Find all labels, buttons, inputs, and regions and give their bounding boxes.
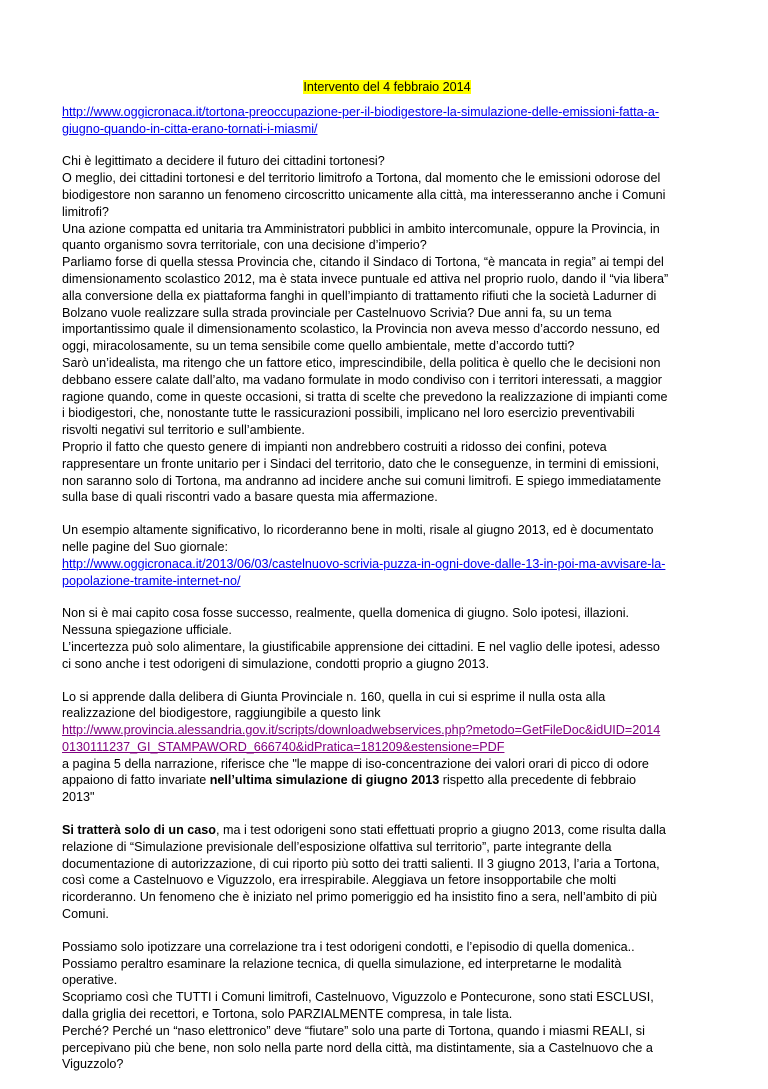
text-line: Comuni.	[62, 907, 109, 922]
text-line: a pagina 5 della narrazione, riferisce che "le mappe di iso-concentrazione dei valori orari di picco di odore	[62, 756, 649, 771]
document-page	[62, 79, 712, 1089]
highlighted-title: Intervento del 4 febbraio 2014	[303, 80, 471, 94]
text-line: Nessuna spiegazione ufficiale.	[62, 623, 232, 638]
text-line: oggi, miracolosamente, su un tema sensibile come quello ambientale, mette d’accordo tutti?	[62, 339, 575, 354]
text-line: non saranno solo di Tortona, ma andranno ad incidere anche sui comuni limitrofi. E spiego immediatamente	[62, 473, 662, 488]
text-line: risvolti negativi sul territorio e sull’ambiente.	[62, 423, 305, 438]
text-line: Non si è mai capito cosa fosse successo, realmente, quella domenica di giugno. Solo ipotesi, illazioni.	[62, 606, 630, 621]
text-line: Lo si apprende dalla delibera di Giunta Provinciale n. 160, quella in cui si esprime il nulla osta alla	[62, 689, 606, 704]
provincia-link-line-1[interactable]: http://www.provincia.alessandria.gov.it/scripts/downloadwebservices.php?metodo=GetFileDoc&idUID=2014	[62, 723, 661, 738]
text-line: Un esempio altamente significativo, lo ricorderanno bene in molti, risale al giugno 2013, ed è documentato	[62, 523, 654, 538]
paragraph-coincidence	[62, 822, 712, 923]
text-line: Chi è legittimato a decidere il futuro dei cittadini tortonesi?	[62, 154, 385, 169]
text-line: biodigestore non saranno un fenomeno circoscritto unicamente alla città, ma interesseranno anche i Comuni	[62, 187, 666, 202]
text-line: sulla base di quali riscontri vado a basare questa mia affermazione.	[62, 490, 438, 505]
text-line: 2013"	[62, 790, 95, 805]
text-line: Parliamo forse di quella stessa Provincia che, citando il Sindaco di Tortona, “è mancata in regia” ai tempi del	[62, 255, 664, 270]
paragraph-delibera	[62, 689, 712, 807]
bold-segment: nell’ultima simulazione di giugno 2013	[209, 773, 440, 788]
text-line: Proprio il fatto che questo genere di impianti non andrebbero costruiti a ridosso dei confini, poteva	[62, 439, 607, 454]
text-line: alla conversione della ex piattaforma fanghi in quell’impianto di trattamento rifiuti che la società Ladurner di	[62, 288, 657, 303]
source-link-paragraph	[62, 104, 712, 138]
text-line: Bolzano vuole realizzare sulla strada provinciale per Castelnuovo Scrivia? Due anni fa, su un tema	[62, 305, 612, 320]
article-link-line-2[interactable]: giugno-quando-in-citta-erano-tornati-i-miasmi/	[62, 121, 318, 136]
text-line: Viguzzolo?	[62, 1057, 124, 1072]
text-line: debbano essere calate dall’alto, ma vadano formulate in modo condiviso con i territori interessati, a maggior	[62, 372, 662, 387]
text-line: Scopriamo così che TUTTI i Comuni limitrofi, Castelnuovo, Viguzzolo e Pontecurone, sono stati ESCLUSI,	[62, 990, 654, 1005]
text-line: operative.	[62, 973, 118, 988]
text-line: relazione di “Simulazione previsionale dell’esposizione olfattiva sul territorio”, parte integrante della	[62, 839, 612, 854]
text-line: limitrofi?	[62, 204, 109, 219]
paragraph-example	[62, 522, 712, 589]
text-line: ragione quando, come in queste occasioni, si tratta di scelte che prevedono la realizzazione di impianti come	[62, 389, 668, 404]
text-line-mixed	[62, 822, 712, 839]
bold-segment: Si tratterà solo di un caso	[62, 823, 216, 838]
text-line: ci sono anche i test odorigeni di simulazione, condotti proprio a giugno 2013.	[62, 656, 490, 671]
text-line: quanto organismo sovra territoriale, con una decisione d’imperio?	[62, 238, 427, 253]
text-line: importantissimo quale il dimensionamento scolastico, la Provincia non aveva messo d’accordo nessuno, ed	[62, 322, 660, 337]
castelnuovo-link-line-2[interactable]: popolazione-tramite-internet-no/	[62, 573, 241, 588]
text-segment: appaiono di fatto invariate	[62, 773, 210, 788]
paragraph-correlation	[62, 939, 712, 1073]
text-line: rappresentare un fronte unitario per i Sindaci del territorio, dato che le conseguenze, in termini di emissioni,	[62, 456, 660, 471]
text-line: O meglio, dei cittadini tortonesi e del territorio limitrofo a Tortona, dal momento che le emissioni odorose del	[62, 171, 661, 186]
paragraph-uncertainty	[62, 605, 712, 672]
text-line: Una azione compatta ed unitaria tra Amministratori pubblici in ambito intercomunale, oppure la Provincia, in	[62, 221, 660, 236]
text-segment: , ma i test odorigeni sono stati effettuati proprio a giugno 2013, come risulta dalla	[215, 823, 666, 838]
text-line-mixed	[62, 772, 712, 789]
text-line: nelle pagine del Suo giornale:	[62, 539, 228, 554]
text-line: L’incertezza può solo alimentare, la giustificabile apprensione dei cittadini. E nel vaglio delle ipotesi, adesso	[62, 639, 660, 654]
article-link-line-1[interactable]: http://www.oggicronaca.it/tortona-preoccupazione-per-il-biodigestore-la-simulazione-delle-emissioni-fatta-a-	[62, 104, 660, 119]
text-line: dalla griglia dei recettori, e Tortona, solo PARZIALMENTE compresa, in tale lista.	[62, 1007, 513, 1022]
text-line: così come a Castelnuovo e Viguzzolo, era irrespirabile. Aleggiava un fetore insopportabile che molti	[62, 873, 617, 888]
provincia-link-line-2[interactable]: 0130111237_GI_STAMPAWORD_666740&idPratica=181209&estensione=PDF	[62, 739, 505, 754]
text-line: ricorderanno. Un fenomeno che è iniziato nel primo pomeriggio ed ha insistito fino a sera, nell’ambito di più	[62, 890, 658, 905]
text-line: dimensionamento scolastico 2012, ma è stata invece puntuale ed attiva nel proprio ruolo, dando il “via libera”	[62, 271, 669, 286]
text-line: i biodigestori, che, nonostante tutte le rassicurazioni possibili, implicano nel loro esercizio preventivabili	[62, 406, 635, 421]
text-line: percepivano più che bene, non solo nella parte nord della città, ma distintamente, sia a Castelnuovo che a	[62, 1040, 653, 1055]
text-line: Perché? Perché un “naso elettronico” deve “fiutare” solo una parte di Tortona, quando i miasmi REALI, si	[62, 1023, 645, 1038]
text-line: Sarò un’idealista, ma ritengo che un fattore etico, imprescindibile, della politica è quello che le decisioni non	[62, 355, 661, 370]
text-segment: rispetto alla precedente di febbraio	[439, 773, 636, 788]
text-line: Possiamo solo ipotizzare una correlazione tra i test odorigeni condotti, e l’episodio di quella domenica..	[62, 939, 635, 954]
paragraph-legitimacy	[62, 153, 712, 506]
text-line: realizzazione del biodigestore, raggiungibile a questo link	[62, 706, 381, 721]
text-line: documentazione di autorizzazione, di cui riporto più sotto dei tratti salienti. Il 3 giugno 2013, l’aria a Tortona,	[62, 856, 660, 871]
text-line: Possiamo peraltro esaminare la relazione tecnica, di quella simulazione, ed interpretarne le modalità	[62, 956, 622, 971]
document-title	[62, 79, 712, 96]
castelnuovo-link-line-1[interactable]: http://www.oggicronaca.it/2013/06/03/castelnuovo-scrivia-puzza-in-ogni-dove-dalle-13-in-poi-ma-avvisare-la-	[62, 556, 666, 571]
